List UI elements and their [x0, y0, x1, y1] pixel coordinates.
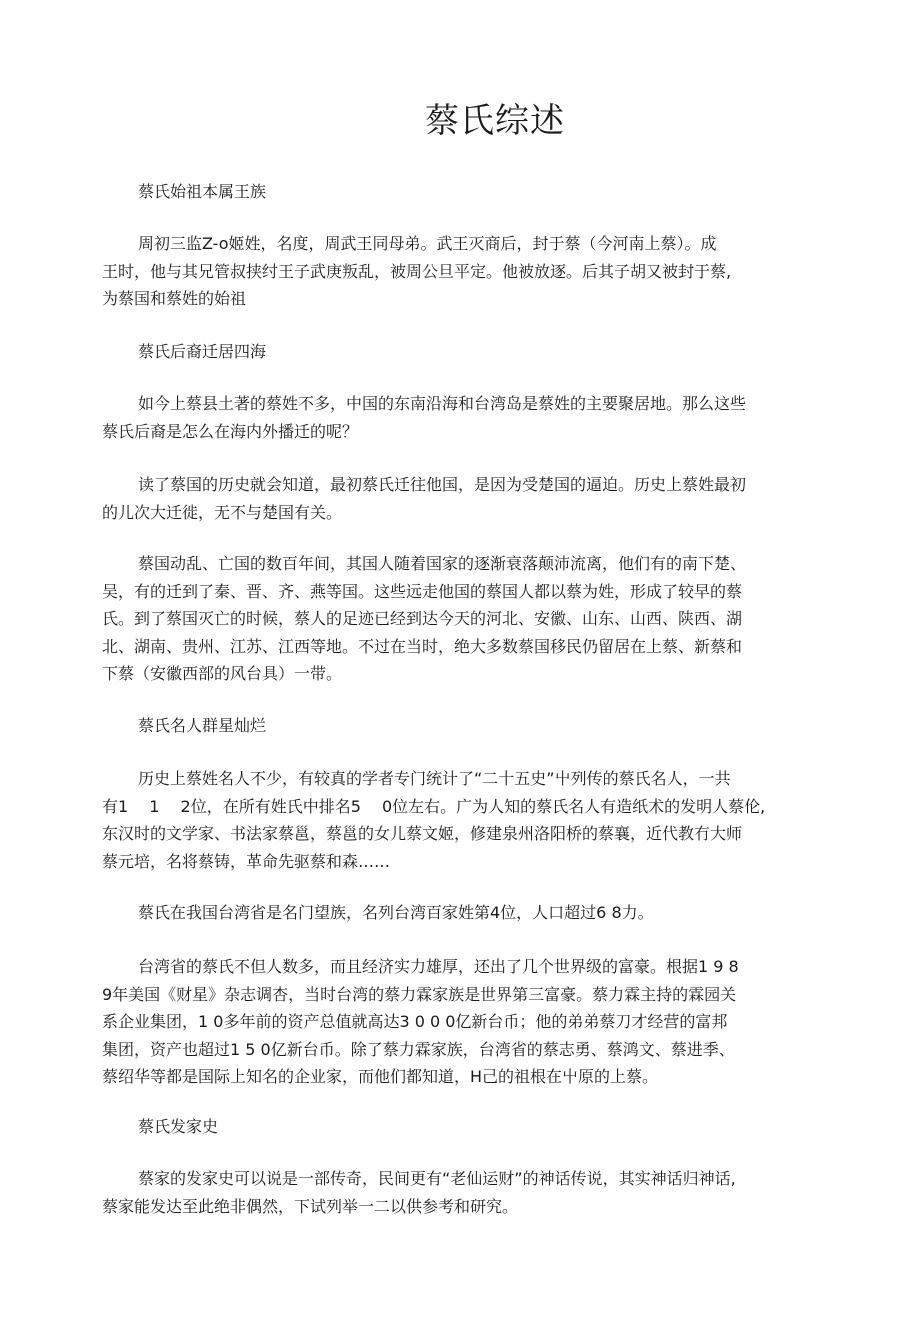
text-line: 历史上蔡姓名人不少，有较真的学者专门统计了“二十五史”屮列传的蔡氏名人，一共 — [138, 769, 731, 788]
text-line: 王时，他与其兄管叔挟纣王子武庚叛乱，被周公旦平定。他被放逐。后其子胡又被封于蔡, — [102, 261, 732, 281]
text-line: 台湾省的蔡氏不但人数多，而且经济实力雄厚，还出了几个世界级的富豪。根据1 9 8 — [138, 957, 739, 976]
text-line: 蔡国动乱、亡国的数百年间，其国人随着国家的逐渐衰落颠沛流离，他们有的南下楚、 — [138, 554, 747, 573]
paragraph — [102, 230, 822, 313]
text-line: 蔡氏在我国台湾省是名门望族，名列台湾百家姓第4位，人口超过6 8力。 — [138, 903, 654, 922]
paragraph — [102, 550, 822, 688]
section-heading: 蔡氏发家史 — [138, 1117, 219, 1136]
paragraph — [102, 899, 822, 927]
text-line: 的儿次大迁徙，无不与楚国有关。 — [102, 502, 343, 522]
paragraph — [102, 390, 822, 445]
text-line: 蔡家能发达至此绝非偶然，下试列举一二以供参考和研究。 — [102, 1196, 519, 1216]
text-line: 如今上蔡县土著的蔡姓不多，中国的东南沿海和台湾岛是蔡姓的主要聚居地。那么这些 — [138, 394, 747, 413]
text-line: 读了蔡国的历史就会知道，最初蔡氏迁往他国，是因为受楚国的逼迫。历史上蔡姓最初 — [138, 475, 747, 494]
text-line: 系企业集团，1 0多年前的资产总值就高达3 0 0 0亿新台币；他的弟弟蔡刀才经营的富邦 — [102, 1012, 728, 1031]
text-line: 9年美国《财星》杂志调杏，当时台湾的蔡力霖家族是世界第三富豪。蔡力霖主持的霖园关 — [102, 984, 737, 1004]
paragraph — [102, 765, 822, 875]
text-line: 蔡绍华等都是国际上知名的企业家，而他们都知道，H己的祖根在屮原的上蔡。 — [102, 1067, 659, 1086]
text-line: 有1 1 2位，在所有姓氏中排名5 0位左右。广为人知的蔡氏名人有造纸术的发明人蔡伦, — [102, 796, 766, 816]
section-heading: 蔡氏始祖本属王族 — [138, 182, 267, 201]
text-line: 吴，有的迁到了秦、晋、齐、燕等国。这些远走他国的蔡国人都以蔡为姓，形成了较早的蔡 — [102, 581, 743, 601]
text-line: 周初三监Z-o姬姓，名度，周武王同母弟。武王灭商后，封于蔡（今河南上蔡）。成 — [138, 234, 717, 253]
section-heading: 蔡氏后裔迁居四海 — [138, 342, 267, 361]
text-line: 蔡元培，名将蔡铸，革命先驱蔡和森…… — [102, 851, 391, 871]
text-line: 下蔡（安徽西部的风台具）一带。 — [102, 664, 343, 683]
section-heading: 蔡氏名人群星灿烂 — [138, 716, 267, 735]
text-line: 蔡氏后裔是怎么在海内外播迁的呢？ — [102, 421, 359, 441]
paragraph — [102, 953, 822, 1091]
paragraph — [102, 471, 822, 526]
text-line: 北、湖南、贵州、江苏、江西等地。不过在当时，绝大多数蔡国移民仍留居在上蔡、新蔡和 — [102, 636, 743, 656]
text-line: 氏。到了蔡国灭亡的时候，蔡人的足迹已经到达今天的河北、安徽、山东、山西、陕西、湖 — [102, 609, 743, 628]
paragraph — [102, 1165, 822, 1220]
page-title: 蔡氏综述 — [425, 100, 565, 141]
text-line: 为蔡国和蔡姓的始祖 — [102, 289, 247, 308]
text-line: 东汉时的文学家、书法家蔡邕，蔡邕的女儿蔡文姬，修建泉州洛阳桥的蔡襄，近代教冇大师 — [102, 824, 743, 843]
text-line: 集团，资产也超过1 5 0亿新台币。除了蔡力霖家族，台湾省的蔡志勇、蔡鸿文、蔡进季、 — [102, 1039, 735, 1059]
text-line: 蔡家的发家史可以说是一部传奇，民间更有“老仙运财”的神话传说，其实神话归神话, — [138, 1169, 736, 1188]
